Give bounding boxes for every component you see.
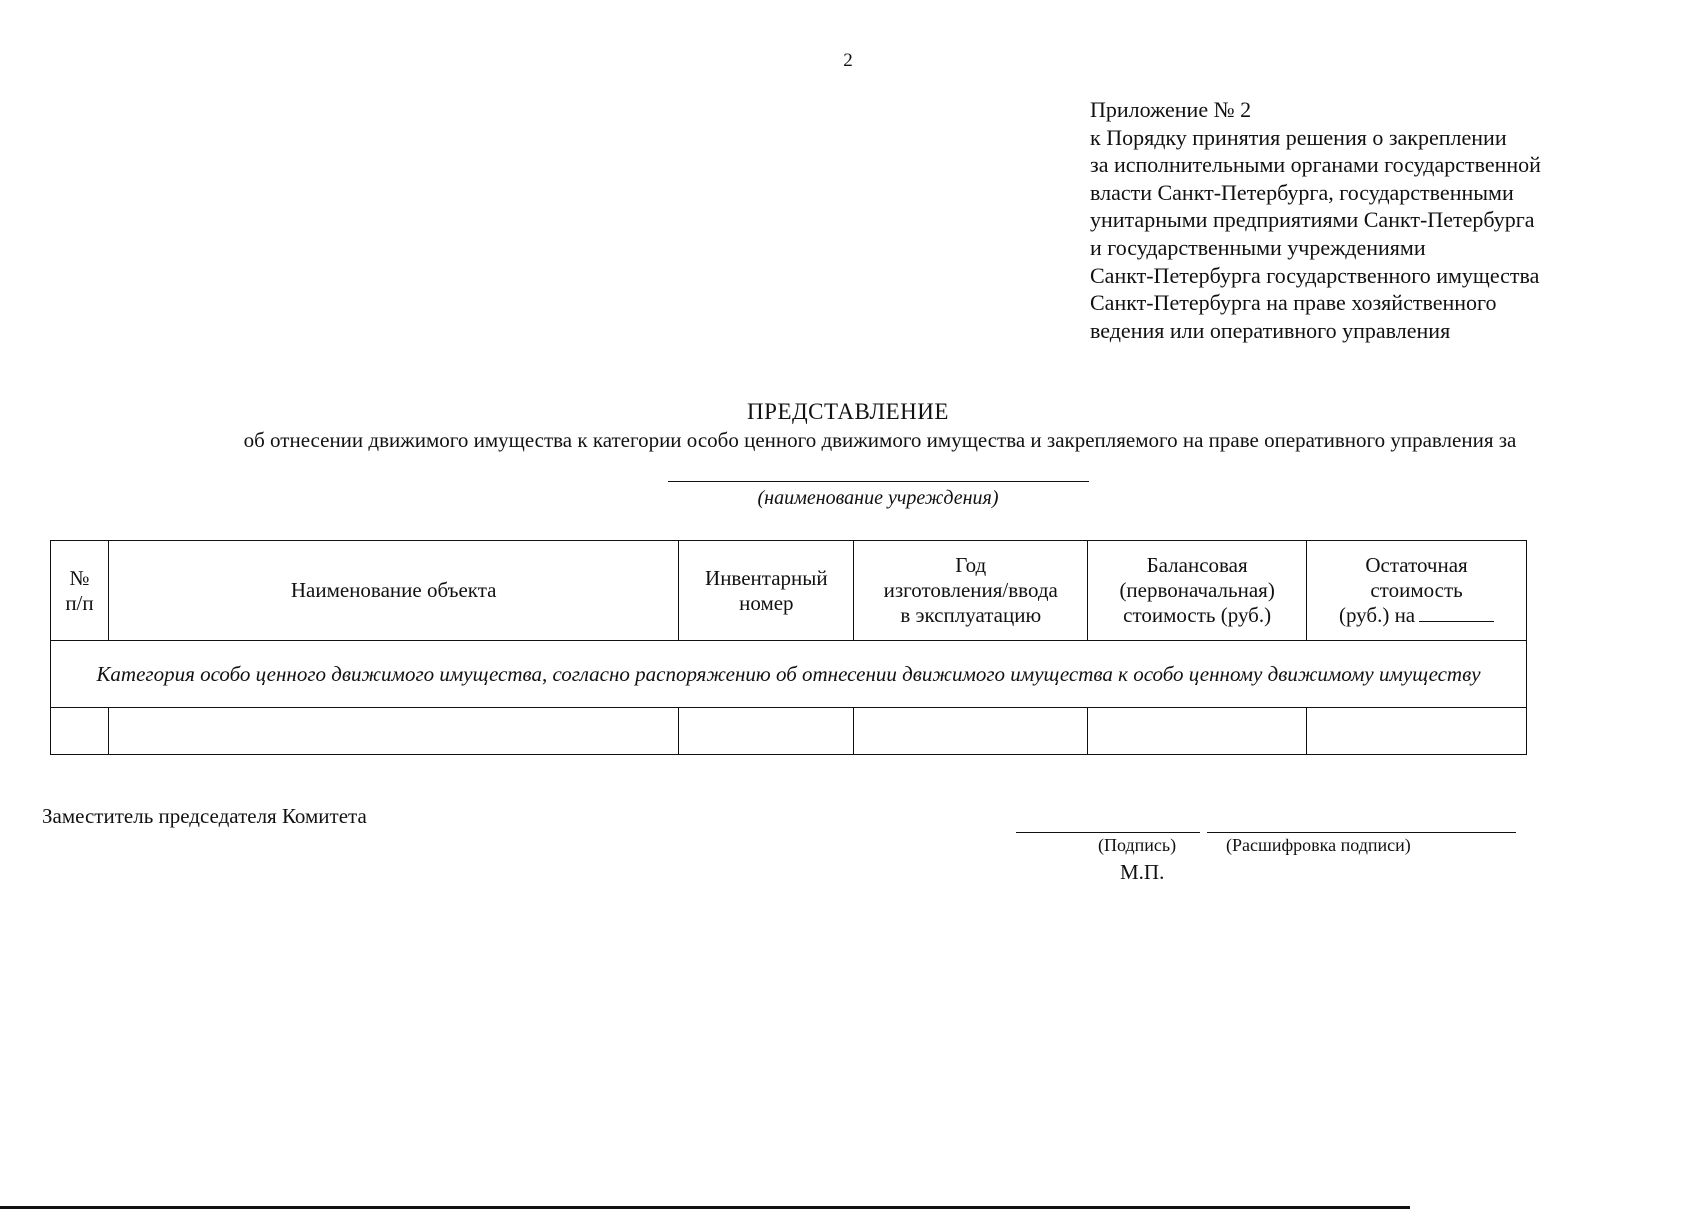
appendix-line: ведения или оперативного управления [1090,317,1451,343]
document-title: ПРЕДСТАВЛЕНИЕ [747,399,949,424]
signature-decode-caption: (Расшифровка подписи) [1226,835,1411,855]
header-year-line2: изготовления/ввода [883,578,1058,602]
header-residual-cost [1307,541,1527,641]
cell-residual-cost [1307,708,1527,755]
appendix-line: унитарными предприятиями Санкт-Петербурга [1090,207,1535,233]
header-balance-cost [1088,541,1307,641]
header-year-line3: в эксплуатацию [900,603,1042,627]
header-number-line2: п/п [65,590,94,615]
header-number-line1: № [69,565,90,590]
header-inventory-line1: Инвентарный [705,565,828,590]
appendix-line: к Порядку принятия решения о закреплении [1090,124,1507,150]
appendix-reference [1090,96,1650,344]
category-row [51,641,1527,708]
seal-mark: М.П. [1120,860,1165,884]
header-balance-line1: Балансовая [1146,553,1248,577]
header-balance-line2: (первоначальная) [1119,578,1275,602]
appendix-line: Санкт-Петербурга на праве хозяйственного [1090,290,1497,316]
appendix-line: Приложение № 2 [1090,97,1252,122]
header-year [854,541,1088,641]
header-year-line1: Год [955,553,987,577]
appendix-line: Санкт-Петербурга государственного имущества [1090,262,1540,288]
cell-year [854,708,1088,755]
cell-inventory-number [679,708,854,755]
table-header-row [51,541,1527,641]
header-residual-line2: стоимость [1370,578,1463,602]
document-subtitle: об отнесении движимого имущества к категории особо ценного движимого имущества и закрепляемого на праве оперативного управления за [243,428,1517,452]
institution-caption: (наименование учреждения) [757,487,999,509]
header-balance-line3: стоимость (руб.) [1123,603,1272,627]
header-object-name: Наименование объекта [108,541,678,641]
signer-title: Заместитель председателя Комитета [42,804,367,828]
cell-balance-cost [1088,708,1307,755]
cell-object-name [108,708,678,755]
signature-caption: (Подпись) [1098,835,1177,855]
header-inventory-number [679,541,854,641]
header-residual-line1: Остаточная [1365,553,1468,577]
appendix-line: за исполнительными органами государственной [1090,152,1541,178]
category-cell: Категория особо ценного движимого имущества, согласно распоряжению об отнесении движимого имущества к особо ценному движимому имуществу [51,641,1527,708]
page-number: 2 [843,50,853,71]
header-inventory-line2: номер [739,590,794,615]
header-residual-line3: (руб.) на [1338,603,1416,627]
institution-name-line [668,481,1089,482]
cell-number [51,708,109,755]
asset-table [50,540,1527,755]
signature-decode-line [1207,832,1516,833]
appendix-line: и государственными учреждениями [1090,234,1426,260]
table-row [51,708,1527,755]
residual-date-blank [1419,603,1494,622]
header-number [51,541,109,641]
signature-line [1016,832,1200,833]
appendix-line: власти Санкт-Петербурга, государственными [1090,179,1514,205]
